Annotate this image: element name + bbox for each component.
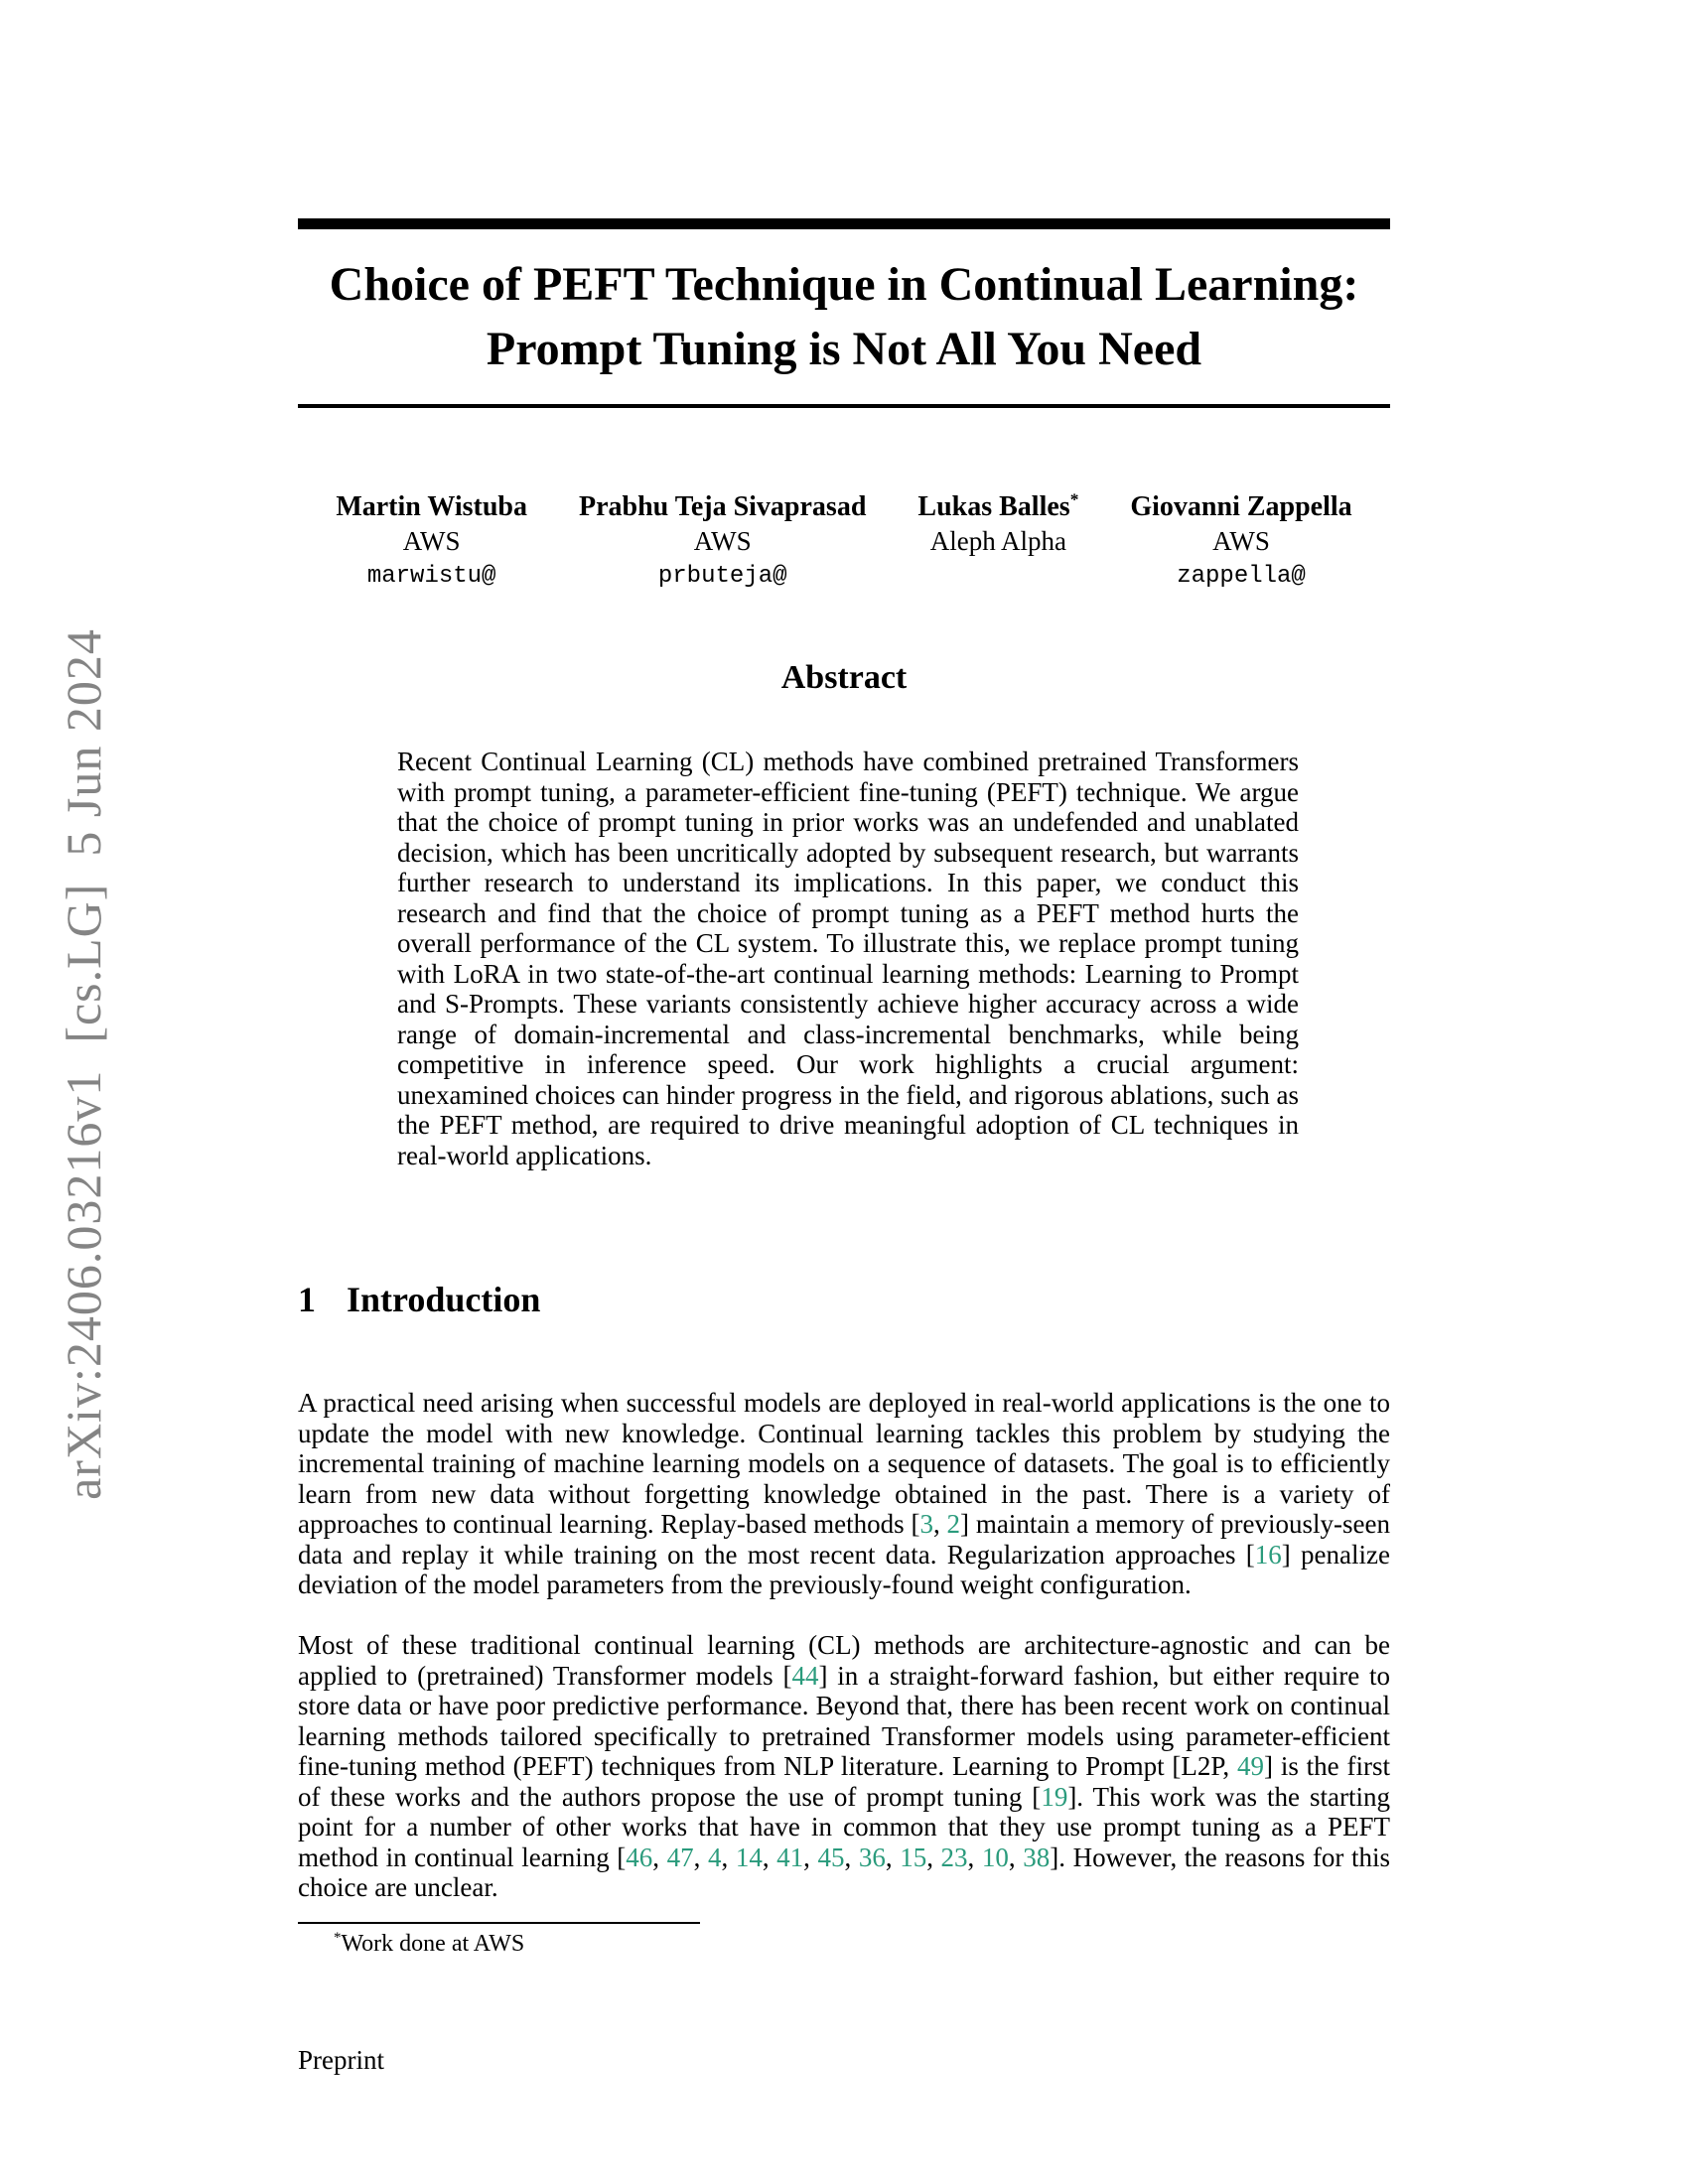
author-block-balles	[917, 490, 1078, 559]
citation-link[interactable]: 36	[858, 1842, 886, 1872]
citation-link[interactable]: 2	[946, 1509, 961, 1539]
citation-link[interactable]: 44	[791, 1660, 819, 1691]
citation-link[interactable]: 3	[919, 1509, 933, 1539]
author-affil-marker: *	[1069, 489, 1079, 509]
citation-link[interactable]: 15	[900, 1842, 927, 1872]
citation-link[interactable]: 14	[735, 1842, 763, 1872]
citation-link[interactable]: 38	[1023, 1842, 1051, 1872]
author-name-text: Martin Wistuba	[336, 491, 527, 522]
title-rule-top	[298, 218, 1390, 229]
citation-link[interactable]: 23	[940, 1842, 968, 1872]
title-rule-bottom	[298, 404, 1390, 408]
author-block-zappella	[1130, 490, 1351, 595]
footnote-marker: *	[334, 1930, 342, 1946]
citation-link[interactable]: 16	[1254, 1539, 1282, 1570]
footnote	[298, 1930, 1390, 1958]
author-name	[917, 490, 1078, 523]
author-name	[336, 490, 527, 523]
section-heading-introduction	[298, 1279, 1390, 1320]
footnote-rule	[298, 1922, 700, 1924]
author-name-text: Prabhu Teja Sivaprasad	[578, 491, 867, 522]
citation-link[interactable]: 45	[817, 1842, 845, 1872]
paper-title-line-2: Prompt Tuning is Not All You Need	[486, 323, 1202, 375]
author-email: marwistu@	[366, 563, 496, 590]
paper-title	[298, 252, 1390, 381]
citation-link[interactable]: 46	[626, 1842, 653, 1872]
intro-paragraph-1: A practical need arising when successful models are deployed in real-world applications is the one to update the model with new knowledge. Continual learning tackles this problem by studying the incremental training of machine learning models on a sequence of datasets. The goal is to efficiently learn from new data without forgetting knowledge obtained in the past. There is a variety of approaches to continual learning. Replay-based methods [3, 2] maintain a memory of previously-seen data and replay it while training on the most recent data. Regularization approaches [16] penalize deviation of the model parameters from the previously-found weight configuration.	[298, 1388, 1391, 1599]
author-affiliation: Aleph Alpha	[929, 526, 1066, 556]
citation-link[interactable]: 10	[981, 1842, 1009, 1872]
intro-paragraph-2: Most of these traditional continual learning (CL) methods are architecture-agnostic and can be applied to (pretrained) Transformer models [44] in a straight-forward fashion, but either require to store data or have poor predictive performance. Beyond that, there has been recent work on continual learning methods tailored specifically to pretrained Transformer models using parameter-efficient fine-tuning method (PEFT) techniques from NLP literature. Learning to Prompt [L2P, 49] is the first of these works and the authors propose the use of prompt tuning [19]. This work was the starting point for a number of other works that have in common that they use prompt tuning as a PEFT method in continual learning [46, 47, 4, 14, 41, 45, 36, 15, 23, 10, 38]. However, the reasons for this choice are unclear.	[298, 1630, 1391, 1902]
footnote-text: Work done at AWS	[341, 1931, 525, 1957]
author-affiliation: AWS	[1212, 526, 1270, 556]
citation-link[interactable]: 41	[776, 1842, 804, 1872]
paper-title-line-1: Choice of PEFT Technique in Continual Learning:	[329, 258, 1359, 311]
section-number: 1	[298, 1280, 316, 1319]
citation-link[interactable]: 49	[1237, 1751, 1265, 1781]
abstract-text: Recent Continual Learning (CL) methods have combined pretrained Transformers with prompt tuning, a parameter-efficient fine-tuning (PEFT) technique. We argue that the choice of prompt tuning in prior works was an undefended and unablated decision, which has been uncritically adopted by subsequent research, but warrants further research to understand its implications. In this paper, we conduct this research and find that the choice of prompt tuning as a PEFT method hurts the overall performance of the CL system. To illustrate this, we replace prompt tuning with LoRA in two state-of-the-art continual learning methods: Learning to Prompt and S-Prompts. These variants consistently achieve higher accuracy across a wide range of domain-incremental and class-incremental benchmarks, while being competitive in inference speed. Our work highlights a crucial argument: unexamined choices can hinder progress in the field, and rigorous ablations, such as the PEFT method, are required to drive meaningful adoption of CL techniques in real-world applications.	[397, 747, 1299, 1170]
author-block-sivaprasad	[579, 490, 866, 595]
author-name	[1130, 490, 1351, 523]
author-email: zappella@	[1177, 563, 1306, 590]
author-list	[298, 490, 1390, 595]
abstract-heading: Abstract	[780, 659, 908, 696]
author-name	[579, 490, 866, 523]
citation-link[interactable]: 47	[666, 1842, 694, 1872]
citation-link[interactable]: 19	[1041, 1781, 1068, 1812]
arxiv-watermark: arXiv:2406.03216v1 [cs.LG] 5 Jun 2024	[56, 628, 111, 1500]
author-affiliation: AWS	[693, 526, 752, 556]
author-affiliation: AWS	[402, 526, 461, 556]
author-block-wistuba	[336, 490, 527, 595]
preprint-label: Preprint	[298, 2045, 384, 2075]
section-title: Introduction	[347, 1280, 541, 1319]
author-name-text: Lukas Balles	[917, 491, 1070, 522]
author-email: prbuteja@	[657, 563, 787, 590]
author-name-text: Giovanni Zappella	[1130, 491, 1352, 522]
citation-link[interactable]: 4	[707, 1842, 722, 1872]
